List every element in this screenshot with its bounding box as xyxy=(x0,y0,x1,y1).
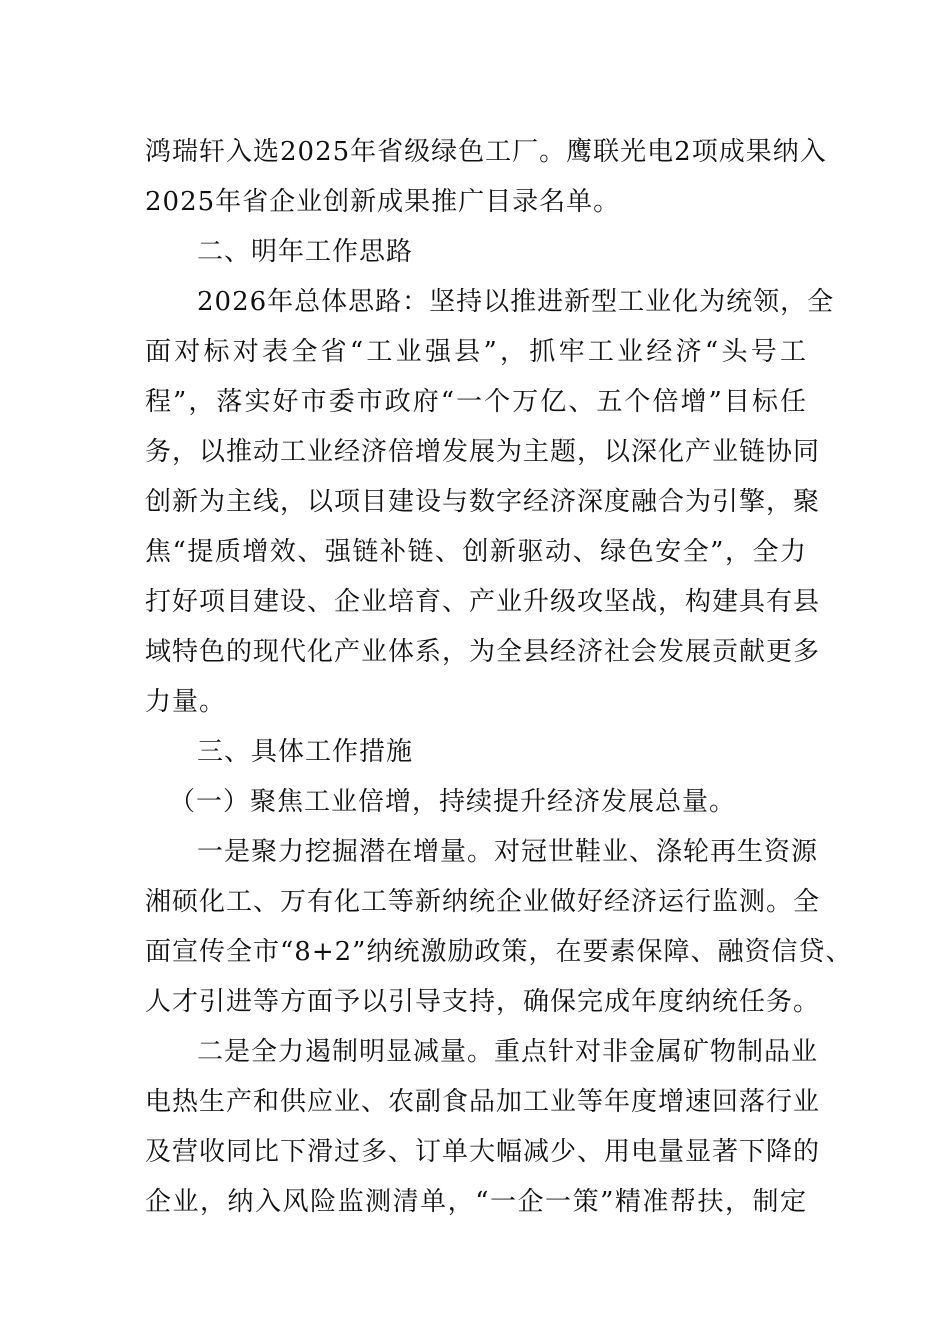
paragraph-line: 及营收同比下滑过多、订单大幅减少、用电量显著下降的 xyxy=(145,1137,821,1167)
section-heading: 三、具体工作措施 xyxy=(197,737,414,767)
paragraph-line: 力量。 xyxy=(145,687,227,717)
paragraph-line: 焦“提质增效、强链补链、创新驱动、绿色安全”，全力 xyxy=(145,537,807,567)
paragraph-line: 务，以推动工业经济倍增发展为主题，以深化产业链协同 xyxy=(145,437,821,467)
paragraph-line: 2026年总体思路：坚持以推进新型工业化为统领，全 xyxy=(197,287,835,317)
paragraph-line: 程”，落实好市委市政府“一个万亿、五个倍增”目标任 xyxy=(145,387,807,417)
paragraph-line: 二是全力遏制明显减量。重点针对非金属矿物制品业 xyxy=(197,1037,819,1067)
document-page xyxy=(145,127,853,1227)
paragraph-line: 电热生产和供应业、农副食品加工业等年度增速回落行业 xyxy=(145,1087,821,1117)
paragraph-line: 企业，纳入风险监测清单，“一企一策”精准帮扶，制定 xyxy=(145,1187,807,1217)
paragraph-line: 人才引进等方面予以引导支持，确保完成年度纳统任务。 xyxy=(145,987,821,1017)
subsection-heading: （一）聚焦工业倍增，持续提升经济发展总量。 xyxy=(169,787,737,817)
paragraph-line: 2025年省企业创新成果推广目录名单。 xyxy=(145,187,621,217)
paragraph-line: 面对标对表全省“工业强县”，抓牢工业经济“头号工 xyxy=(145,337,807,367)
paragraph-line: 鸿瑞轩入选2025年省级绿色工厂。鹰联光电2项成果纳入 xyxy=(145,137,827,167)
paragraph-line: 一是聚力挖掘潜在增量。对冠世鞋业、涤轮再生资源 xyxy=(197,837,819,867)
paragraph-line: 创新为主线，以项目建设与数字经济深度融合为引擎，聚 xyxy=(145,487,821,517)
paragraph-line: 域特色的现代化产业体系，为全县经济社会发展贡献更多 xyxy=(145,637,821,667)
paragraph-line: 面宣传全市“8+2”纳统激励政策，在要素保障、融资信贷、 xyxy=(145,937,853,967)
paragraph-line: 湘硕化工、万有化工等新纳统企业做好经济运行监测。全 xyxy=(145,887,821,917)
section-heading: 二、明年工作思路 xyxy=(197,237,414,267)
paragraph-line: 打好项目建设、企业培育、产业升级攻坚战，构建具有县 xyxy=(145,587,821,617)
